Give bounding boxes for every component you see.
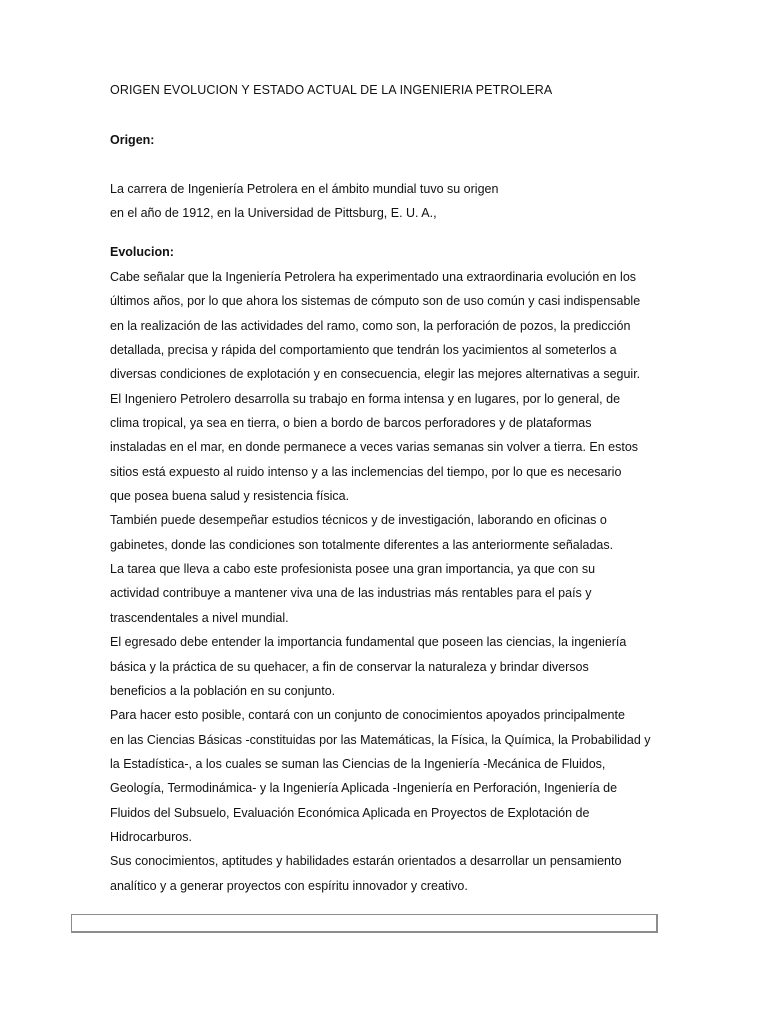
text-line: en la realización de las actividades del ramo, como son, la perforación de pozos, la predicción (110, 318, 631, 333)
text-line: analítico y a generar proyectos con espíritu innovador y creativo. (110, 878, 468, 893)
text-line: actividad contribuye a mantener viva una de las industrias más rentables para el país y (110, 586, 592, 601)
text-line: en las Ciencias Básicas -constituidas por las Matemáticas, la Física, la Química, la Probabilidad y (110, 732, 651, 747)
text-line: Fluidos del Subsuelo, Evaluación Económica Aplicada en Proyectos de Explotación de (110, 805, 590, 820)
section-body-origen (110, 177, 498, 226)
text-line: trascendentales a nivel mundial. (110, 610, 289, 625)
text-line: la Estadística-, a los cuales se suman las Ciencias de la Ingeniería -Mecánica de Fluidos, (110, 756, 606, 771)
text-line: en el año de 1912, en la Universidad de Pittsburg, E. U. A., (110, 206, 437, 221)
text-line: beneficios a la población en su conjunto. (110, 683, 336, 698)
text-line: sitios está expuesto al ruido intenso y a las inclemencias del tiempo, por lo que es necesario (110, 464, 622, 479)
text-line: que posea buena salud y resistencia física. (110, 489, 350, 504)
text-line: clima tropical, ya sea en tierra, o bien a bordo de barcos perforadores y de plataformas (110, 416, 592, 431)
text-line: Cabe señalar que la Ingeniería Petrolera ha experimentado una extraordinaria evolución en los (110, 270, 637, 284)
text-line: El Ingeniero Petrolero desarrolla su trabajo en forma intensa y en lugares, por lo general, de (110, 391, 621, 406)
text-line: El egresado debe entender la importancia fundamental que poseen las ciencias, la ingeniería (110, 635, 627, 650)
text-line: gabinetes, donde las condiciones son totalmente diferentes a las anteriormente señaladas. (110, 537, 614, 552)
text-line: últimos años, por lo que ahora los sistemas de cómputo son de uso común y casi indispensable (110, 294, 641, 309)
text-line: La carrera de Ingeniería Petrolera en el ámbito mundial tuvo su origen (110, 182, 499, 196)
text-line: La tarea que lleva a cabo este profesionista posee una gran importancia, ya que con su (110, 562, 596, 577)
document-title: ORIGEN EVOLUCION Y ESTADO ACTUAL DE LA INGENIERIA PETROLERA (110, 83, 553, 97)
empty-text-box (71, 914, 658, 933)
text-line: Hidrocarburos. (110, 829, 192, 844)
text-line: instaladas en el mar, en donde permanece a veces varias semanas sin volver a tierra. En estos (110, 440, 639, 455)
section-heading-evolucion: Evolucion: (110, 245, 174, 259)
section-heading-origen: Origen: (110, 133, 155, 147)
text-line: básica y la práctica de su quehacer, a fin de conservar la naturaleza y brindar diversos (110, 659, 589, 674)
text-line: detallada, precisa y rápida del comportamiento que tendrán los yacimientos al someterlos a (110, 343, 617, 358)
text-line: Para hacer esto posible, contará con un conjunto de conocimientos apoyados principalmente (110, 708, 625, 723)
text-line: Sus conocimientos, aptitudes y habilidades estarán orientados a desarrollar un pensamiento (110, 854, 622, 869)
text-line: Geología, Termodinámica- y la Ingeniería Aplicada -Ingeniería en Perforación, Ingeniería de (110, 781, 618, 796)
text-line: También puede desempeñar estudios técnicos y de investigación, laborando en oficinas o (110, 513, 607, 528)
section-body-evolucion (110, 265, 651, 898)
text-line: diversas condiciones de explotación y en consecuencia, elegir las mejores alternativas a seguir. (110, 367, 641, 382)
